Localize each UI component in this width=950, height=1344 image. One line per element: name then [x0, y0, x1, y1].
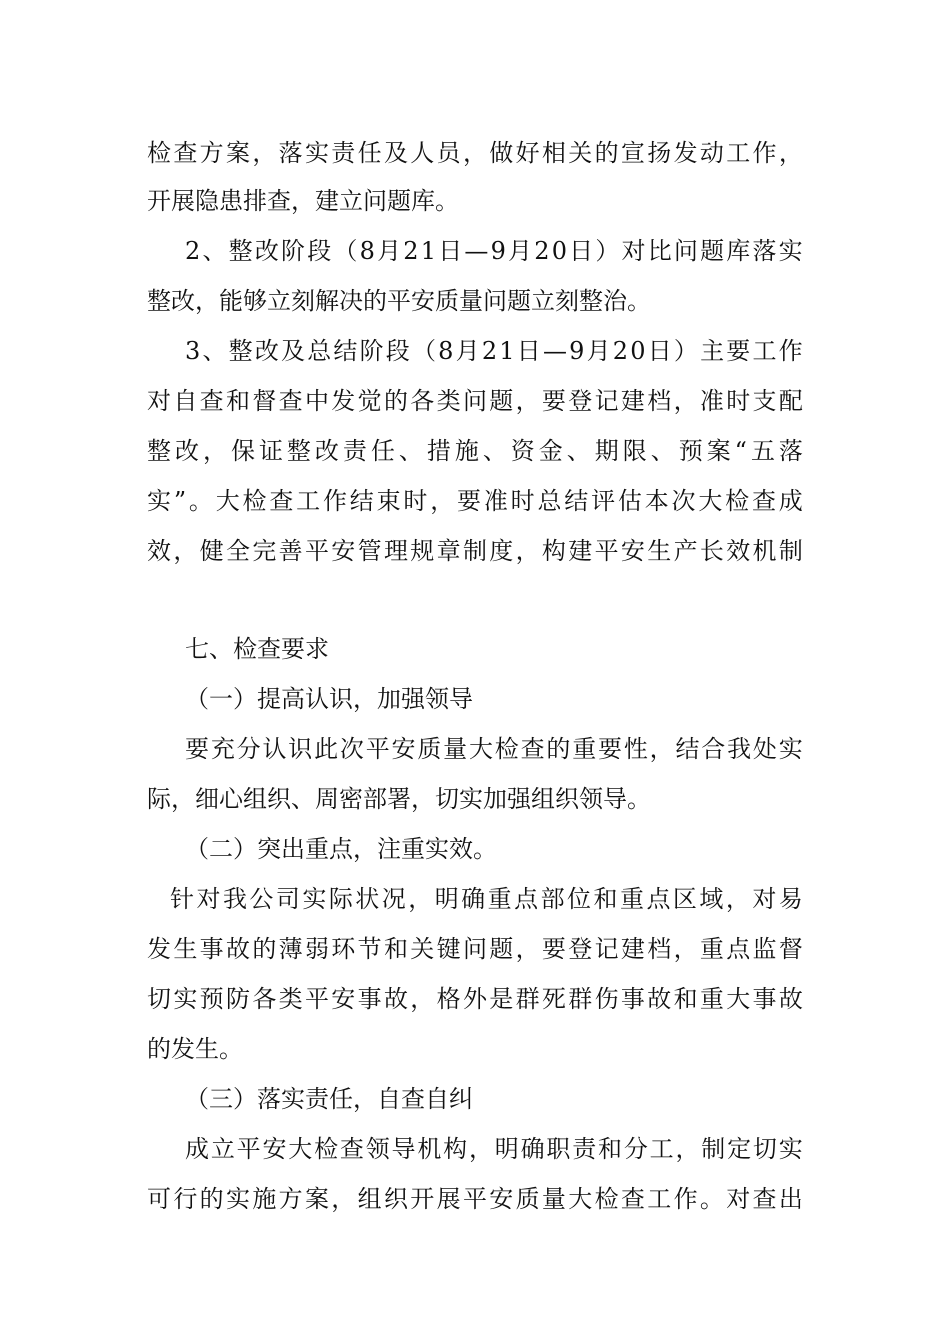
text-line: 要 充 分 认 识 此 次 平 安 质 量 大 检 查 的 重 要 性 ， 结 合 我 处 实 [185, 735, 803, 763]
text-line: 实 ” 。 大 检 查 工 作 结 束 时 ， 要 准 时 总 结 评 估 本 次 大 检 查 成 [147, 487, 803, 515]
text-line: 际，细心组织、周密部署，切实加强组织领导。 [147, 785, 651, 813]
text-line: 效 ， 健 全 完 善 平 安 管 理 规 章 制 度 ， 构 建 平 安 生 产 长 效 机 制 [147, 537, 803, 565]
text-line: 切 实 预 防 各 类 平 安 事 故 ， 格 外 是 群 死 群 伤 事 故 和 重 大 事 故 [147, 985, 803, 1013]
subsection-heading: （二）突出重点，注重实效。 [185, 835, 497, 863]
text-line: 成 立 平 安 大 检 查 领 导 机 构 ， 明 确 职 责 和 分 工 ， 制 定 切 实 [185, 1135, 803, 1163]
text-line: 对 自 查 和 督 查 中 发 觉 的 各 类 问 题 ， 要 登 记 建 档 ， 准 时 支 配 [147, 387, 803, 415]
subsection-heading: （一）提高认识，加强领导 [185, 685, 473, 713]
text-line: 发 生 事 故 的 薄 弱 环 节 和 关 键 问 题 ， 要 登 记 建 档 ， 重 点 监 督 [147, 935, 803, 963]
text-line: 3 、 整 改 及 总 结 阶 段 （ 8 月 2 1 日 — 9 月 2 0 日 ） 主 要 工 作 [185, 337, 803, 365]
subsection-heading: （三）落实责任，自查自纠 [185, 1085, 473, 1113]
text-line: 整 改 ， 保 证 整 改 责 任 、 措 施 、 资 金 、 期 限 、 预 案 “ 五 落 [147, 437, 803, 465]
text-line: 针 对 我 公 司 实 际 状 况 ， 明 确 重 点 部 位 和 重 点 区 域 ， 对 易 [170, 885, 803, 913]
text-line: 可 行 的 实 施 方 案 ， 组 织 开 展 平 安 质 量 大 检 查 工 作 。 对 查 出 [147, 1185, 803, 1213]
text-line: 的发生。 [147, 1035, 243, 1063]
text-line: 开展隐患排查，建立问题库。 [147, 187, 459, 215]
text-line: 整改，能够立刻解决的平安质量问题立刻整治。 [147, 287, 651, 315]
text-line: 2 、 整 改 阶 段 （ 8 月 2 1 日 — 9 月 2 0 日 ） 对 比 问 题 库 落 实 [185, 237, 803, 265]
text-line: 检 查 方 案 ， 落 实 责 任 及 人 员 ， 做 好 相 关 的 宣 扬 发 动 工 作 ， [147, 139, 803, 167]
section-heading: 七、检查要求 [185, 635, 329, 663]
